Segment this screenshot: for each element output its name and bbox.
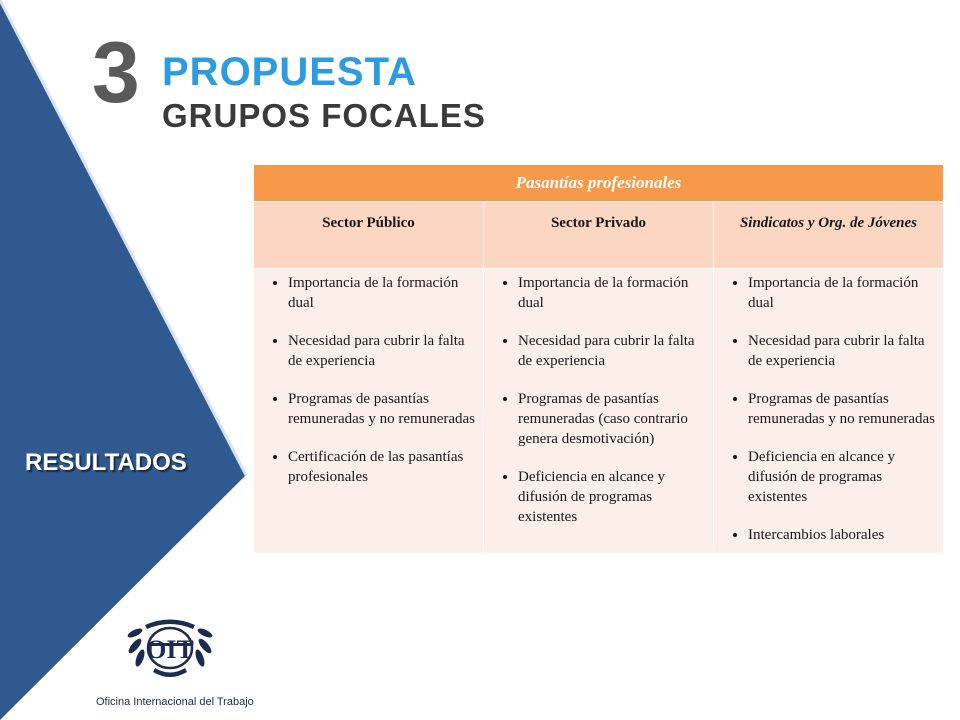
list-item: • Programas de pasantías remuneradas y no remuneradas — [748, 389, 939, 429]
list-item: • Programas de pasantías remuneradas y no remuneradas — [288, 389, 479, 429]
list-item: • Deficiencia en alcance y difusión de programas existentes — [518, 467, 709, 527]
column-cell-sector-publico — [254, 269, 484, 554]
list-item: • Importancia de la formación dual — [748, 273, 939, 313]
column-cell-sector-privado — [484, 269, 714, 554]
bullet-list — [258, 273, 479, 487]
page-title: PROPUESTA — [162, 50, 417, 94]
column-cell-sindicatos — [714, 269, 944, 554]
list-item: • Necesidad para cubrir la falta de experiencia — [748, 331, 939, 371]
list-item: • Programas de pasantías remuneradas (caso contrario genera desmotivación) — [518, 389, 709, 449]
oit-logo-icon — [95, 616, 245, 692]
list-item: • Intercambios laborales — [748, 525, 939, 545]
bullet-list — [718, 273, 939, 545]
results-table — [253, 164, 944, 554]
page-subtitle: GRUPOS FOCALES — [162, 97, 486, 134]
list-item: • Deficiencia en alcance y difusión de programas existentes — [748, 447, 939, 507]
column-header-sector-privado: Sector Privado — [484, 202, 714, 269]
table-title: Pasantías profesionales — [254, 165, 944, 202]
list-item: • Certificación de las pasantías profesionales — [288, 447, 479, 487]
list-item: • Importancia de la formación dual — [518, 273, 709, 313]
list-item: • Necesidad para cubrir la falta de experiencia — [518, 331, 709, 371]
logo-caption: Oficina Internacional del Trabajo — [96, 696, 254, 708]
column-header-sindicatos: Sindicatos y Org. de Jóvenes — [714, 202, 944, 269]
column-header-sector-publico: Sector Público — [254, 202, 484, 269]
svg-text:OIT: OIT — [146, 635, 194, 664]
list-item: • Necesidad para cubrir la falta de experiencia — [288, 331, 479, 371]
list-item: • Importancia de la formación dual — [288, 273, 479, 313]
bullet-list — [488, 273, 709, 527]
section-number: 3 — [92, 25, 140, 121]
section-label: RESULTADOS — [25, 449, 187, 476]
